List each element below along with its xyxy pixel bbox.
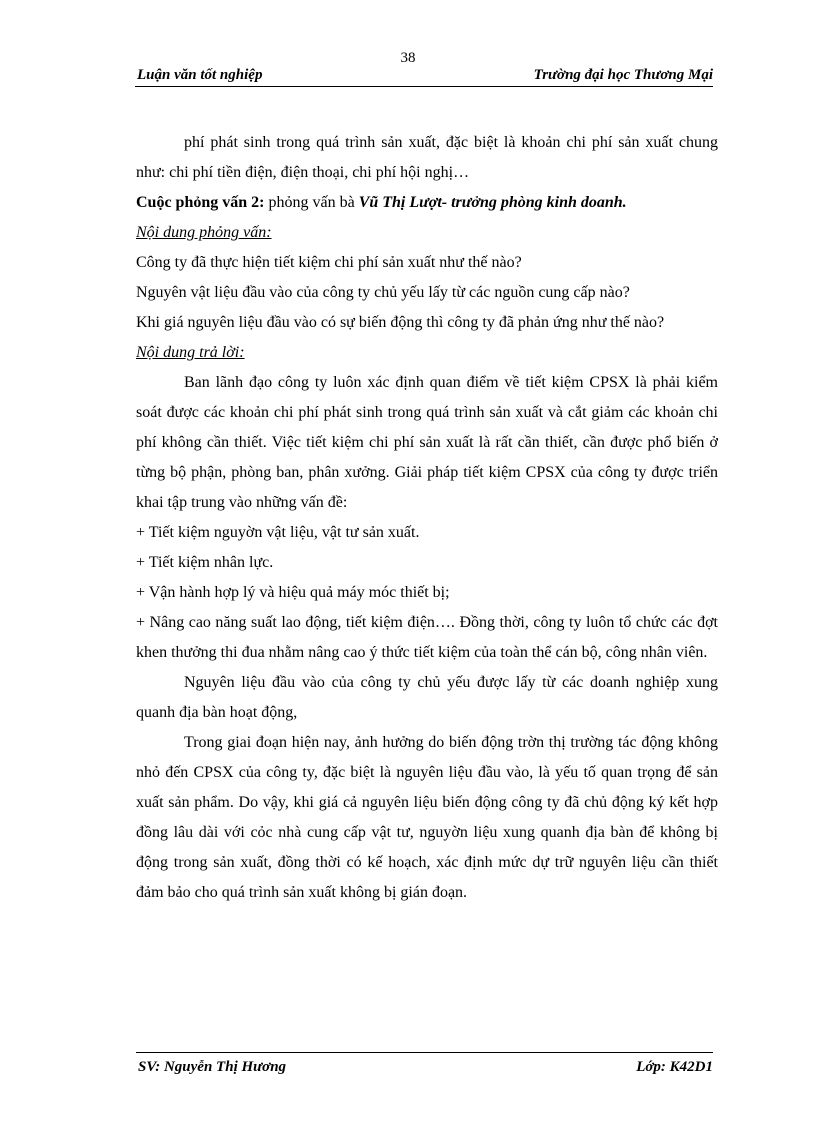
bullet-1: + Tiết kiệm nguyờn vật liệu, vật tư sản xuất. xyxy=(136,524,420,541)
interviewee-name: Vũ Thị Lượt- trưởng phòng kinh doanh. xyxy=(358,194,627,211)
page-header xyxy=(135,66,713,87)
header-thesis-title: Luận văn tốt nghiệp xyxy=(137,67,263,83)
page-footer xyxy=(136,1052,713,1073)
answer-paragraph-3: Trong giai đoạn hiện nay, ảnh hưởng do biến động trờn thị trường tác động không nhỏ đến CPSX của công ty, đặc biệt là nguyên liệu đầu vào, là yếu tố quan trọng để sản xuất sản phẩm. Do vậy, khi giá cả nguyên liệu biến động công ty đã chủ động ký kết hợp đồng lâu dài với cỏc nhà cung cấp vật tư, nguyờn liệu xung quanh địa bàn để không bị động trong sản xuất, đồng thời có kế hoạch, xác định mức dự trữ nguyên liệu cần thiết đảm bảo cho quá trình sản xuất không bị gián đoạn. xyxy=(136,734,718,901)
continuation-paragraph: phí phát sinh trong quá trình sản xuất, đặc biệt là khoản chi phí sản xuất chung như: chi phí tiền điện, điện thoại, chi phí hội nghị… xyxy=(136,134,718,181)
footer-class: Lớp: K42D1 xyxy=(636,1059,713,1075)
answer-paragraph-2: Nguyên liệu đầu vào của công ty chủ yếu được lấy từ các doanh nghiệp xung quanh địa bàn hoạt động, xyxy=(136,674,718,721)
bullet-3: + Vận hành hợp lý và hiệu quả máy móc thiết bị; xyxy=(136,584,450,601)
question-2: Nguyên vật liệu đầu vào của công ty chủ yếu lấy từ các nguồn cung cấp nào? xyxy=(136,284,630,301)
interview-2-line xyxy=(136,188,718,218)
question-1: Công ty đã thực hiện tiết kiệm chi phí sản xuất như thế nào? xyxy=(136,254,522,271)
bullet-2: + Tiết kiệm nhân lực. xyxy=(136,554,274,571)
footer-student-name: SV: Nguyễn Thị Hương xyxy=(138,1059,287,1075)
question-3: Khi giá nguyên liệu đầu vào có sự biến động thì công ty đã phản ứng như thế nào? xyxy=(136,314,665,331)
page-number: 38 xyxy=(400,50,416,66)
question-heading: Nội dung phỏng vấn: xyxy=(136,224,272,241)
bullet-4: + Nâng cao năng suất lao động, tiết kiệm điện…. Đồng thời, công ty luôn tổ chức các đợt khen thưởng thi đua nhằm nâng cao ý thức tiết kiệm của toàn thể cán bộ, công nhân viên. xyxy=(136,614,718,661)
answer-paragraph-1: Ban lãnh đạo công ty luôn xác định quan điểm về tiết kiệm CPSX là phải kiểm soát được các khoản chi phí phát sinh trong quá trình sản xuất và cắt giảm các khoản chi phí không cần thiết. Việc tiết kiệm chi phí sản xuất là rất cần thiết, cần được phổ biến ở từng bộ phận, phòng ban, phân xưởng. Giải pháp tiết kiệm CPSX của công ty được triển khai tập trung vào những vấn đề: xyxy=(136,374,718,511)
page-body xyxy=(136,128,718,908)
interview-2-label: Cuộc phỏng vấn 2: xyxy=(136,194,265,211)
interview-2-text: phỏng vấn bà xyxy=(264,194,359,211)
header-university: Trường đại học Thương Mại xyxy=(533,67,713,83)
answer-heading: Nội dung trả lời: xyxy=(136,344,245,361)
